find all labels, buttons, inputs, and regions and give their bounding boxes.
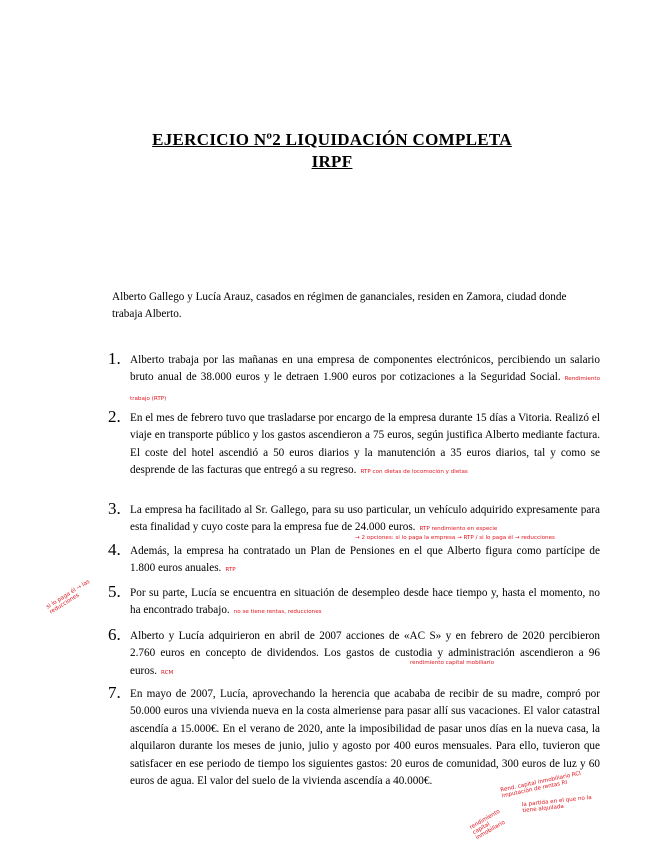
handwritten-note: Rendimiento trabajo (RTP) [130,376,600,402]
handwritten-note-rcm: rendimiento capital mobiliario [410,660,495,666]
handwritten-note: RTP [225,567,236,574]
item-text: Por su parte, Lucía se encuentra en situación de desempleo desde hace tiempo y, hasta el momento, no ha encontrado trabajo. no se tiene rentas, reducciones [130,587,600,617]
item-text: La empresa ha facilitado al Sr. Gallego, para su uso particular, un vehículo adquirido expresamente para esta finalidad y cuyo coste para la empresa fue de 24.000 euros. RTP rendimiento en especie [130,504,600,534]
intro-paragraph: Alberto Gallego y Lucía Arauz, casados en régimen de gananciales, residen en Zamora, ciudad donde trabaja Alberto. [112,291,567,320]
item-number: 4. [108,540,121,559]
margin-note-left: si lo paga él → las reducciones [45,578,92,616]
item-number: 1. [108,349,121,368]
item-text: Además, la empresa ha contratado un Plan de Pensiones en el que Alberto figura como partícipe de 1.800 euros anuales. RTP [130,545,600,575]
page-title: EJERCICIO Nº2 LIQUIDACIÓN COMPLETA [152,130,512,149]
handwritten-note: no se tiene rentas, reducciones [233,609,322,616]
margin-note-bottom: rendimiento capital inmobiliario [468,808,507,842]
item-number: 7. [108,683,121,702]
item-text: Alberto trabaja por las mañanas en una empresa de componentes electrónicos, percibiendo un salario bruto anual de 38.000 euros y le detraen 1.900 euros por cotizaciones a la Seguridad Social. Rendimiento trabajo (RTP) [130,354,600,402]
item-number: 5. [108,582,121,601]
item-text: En mayo de 2007, Lucía, aprovechando la herencia que acababa de recibir de su madre, compró por 50.000 euros una vivienda nueva en la costa almeriense para pasar allí sus vacaciones. El valor catastral ascendía a 15.000€. En el verano de 2020, ante la imposibilidad de pasar unos días en la nueva casa, la alquilaron durante los meses de junio, julio y agosto por 400 euros mensuales. Para ello, tuvieron que satisfacer en ese periodo de tiempo los siguientes gastos: 20 euros de comunidad, 300 euros de luz y 60 euros de agua. El valor del suelo de la vivienda ascendía a 40.000€. [130,688,600,788]
handwritten-note-suelo: la partida en el que no la tiene alquilada [521,794,592,815]
item-number: 6. [108,625,121,644]
handwritten-note: RTP con dietas de locomoción y dietas [360,469,468,476]
handwritten-note-rci: Rend. capital inmobiliario RCI imputación de rentas RI [499,770,582,800]
item-number: 3. [108,499,121,518]
page-subtitle: IRPF [311,152,353,171]
handwritten-note: RCM [161,669,174,676]
handwritten-note: RTP rendimiento en especie [419,526,498,533]
item-text: Alberto y Lucía adquirieron en abril de 2007 acciones de «AC S» y en febrero de 2020 percibieron 2.760 euros en concepto de dividendos. Los gastos de custodia y administración ascendieron a 96 euros. RCM [130,630,600,677]
item-text: En el mes de febrero tuvo que trasladarse por encargo de la empresa durante 15 días a Vitoria. Realizó el viaje en transporte público y los gastos ascendieron a 75 euros, según justifica Alberto mediante factura. El coste del hotel ascendió a 50 euros diarios y la manutención a 35 euros diarios, tal y como se desprende de las facturas que entregó a su regreso. RTP con dietas de locomoción y dietas [130,412,600,477]
handwritten-note-pension: → 2 opciones: si lo paga la empresa → RTP / si lo paga él → reducciones [355,535,555,541]
item-number: 2. [108,407,121,426]
